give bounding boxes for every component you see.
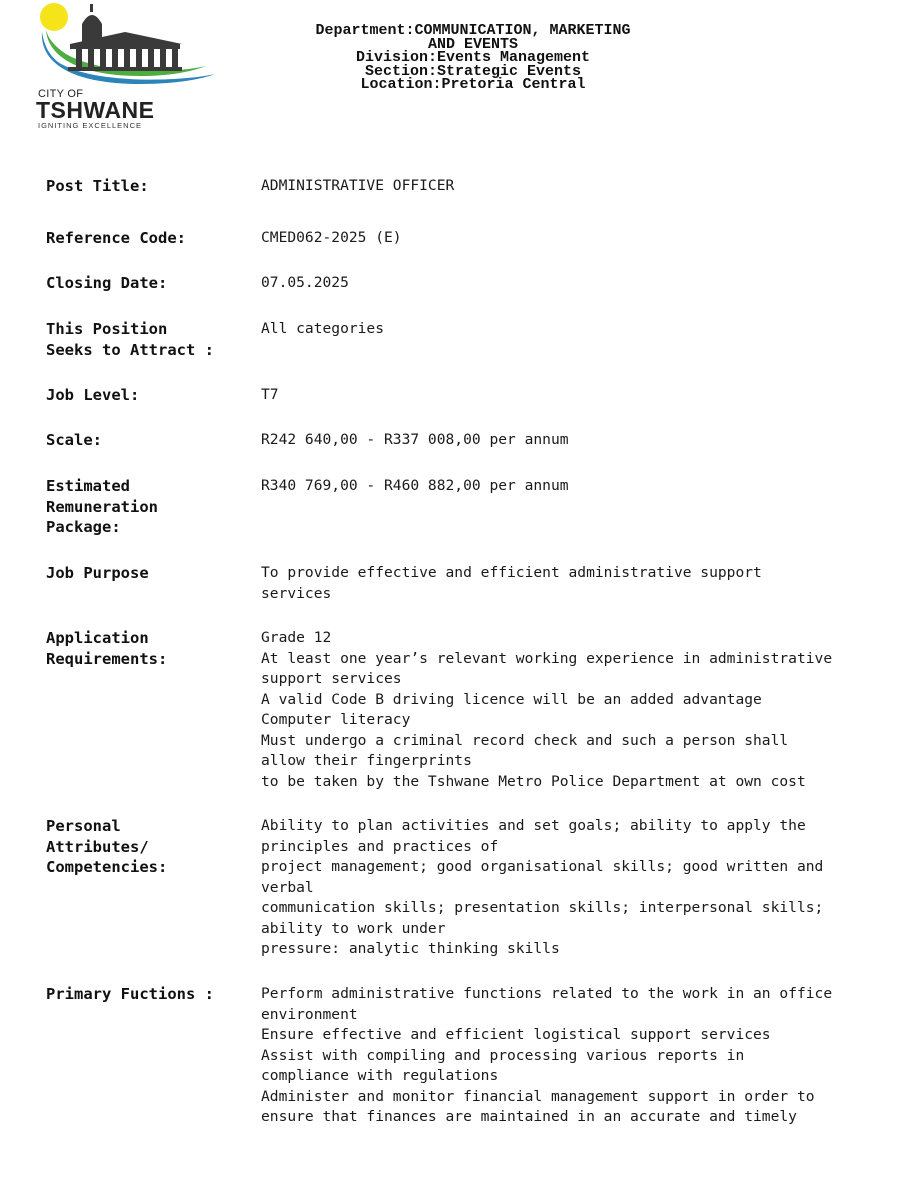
attributes-label-line-2: Attributes/ [46, 837, 149, 856]
department-line-2: AND EVENTS [427, 35, 518, 53]
requirements-line: Grade 12 [261, 629, 332, 646]
attributes-label-line-1: Personal [46, 817, 121, 835]
attributes-line: verbal [261, 878, 314, 896]
requirements-value [261, 628, 881, 792]
attributes-value [261, 816, 881, 960]
requirements-label-line-2: Requirements: [46, 649, 168, 668]
requirements-line: At least one year’s relevant working experience in administrative [261, 649, 833, 667]
functions-line: Administer and monitor financial management support in order to [261, 1087, 815, 1105]
attributes-label [46, 816, 246, 878]
remuneration-label-line-3: Package: [46, 518, 121, 536]
attributes-label-line-3: Competencies: [46, 858, 168, 876]
attributes-line: pressure: analytic thinking skills [261, 940, 560, 957]
reference-code-value: CMED062-2025 (E) [261, 229, 402, 246]
remuneration-label-line-1: Estimated [46, 477, 130, 495]
city-of-tshwane-logo [30, 2, 220, 130]
primary-functions-value [261, 984, 881, 1128]
job-level-label: Job Level: [46, 386, 140, 404]
post-title-value: ADMINISTRATIVE OFFICER [261, 177, 455, 194]
remuneration-label-line-2: Remuneration [46, 497, 158, 516]
job-purpose-label: Job Purpose [46, 564, 149, 582]
scale-value: R242 640,00 - R337 008,00 per annum [261, 431, 569, 448]
logo-tagline: IGNITING EXCELLENCE [38, 121, 143, 130]
requirements-line: Must undergo a criminal record check and such a person shall [261, 731, 789, 749]
logo-tshwane-text: TSHWANE [36, 97, 155, 123]
attributes-line: project management; good organisational skills; good written and [261, 858, 824, 875]
post-title-label: Post Title: [46, 177, 149, 195]
functions-line: Ensure effective and efficient logistical support services [261, 1026, 771, 1043]
functions-line: compliance with regulations [261, 1067, 499, 1084]
attributes-line: principles and practices of [261, 837, 499, 855]
closing-date-label: Closing Date: [46, 274, 168, 292]
closing-date-value: 07.05.2025 [261, 274, 349, 291]
job-purpose-line-2: services [261, 584, 332, 602]
location-line: Location:Pretoria Central [360, 76, 586, 93]
reference-code-label: Reference Code: [46, 229, 186, 247]
job-purpose-line-1: To provide effective and efficient administrative support [261, 564, 762, 581]
remuneration-value: R340 769,00 - R460 882,00 per annum [261, 477, 569, 494]
functions-line: Perform administrative functions related to the work in an office [261, 985, 833, 1002]
attract-label-line-1: This Position [46, 320, 168, 338]
attract-label-line-2: Seeks to Attract : [46, 340, 214, 359]
requirements-line: to be taken by the Tshwane Metro Police Department at own cost [261, 772, 806, 790]
requirements-line: support services [261, 670, 402, 687]
primary-functions-label: Primary Fuctions : [46, 985, 214, 1003]
requirements-label-line-1: Application [46, 629, 149, 647]
functions-line: Assist with compiling and processing various reports in [261, 1046, 745, 1064]
functions-line: environment [261, 1005, 358, 1023]
department-header [258, 24, 688, 92]
logo-city-of-text: CITY OF [38, 88, 84, 100]
attributes-line: communication skills; presentation skills; interpersonal skills; [261, 899, 824, 916]
requirements-line: Computer literacy [261, 711, 411, 728]
functions-line: ensure that finances are maintained in an accurate and timely [261, 1108, 797, 1125]
attributes-line: ability to work under [261, 919, 446, 937]
scale-label: Scale: [46, 431, 102, 449]
section-line: Section:Strategic Events [364, 62, 582, 80]
city-hall-building [68, 4, 182, 71]
requirements-line: allow their fingerprints [261, 752, 472, 769]
requirements-label [46, 628, 246, 669]
requirements-line: A valid Code B driving licence will be an added advantage [261, 690, 762, 708]
department-line-1: Department:COMMUNICATION, MARKETING [315, 22, 631, 39]
job-level-value: T7 [261, 386, 279, 403]
sun-icon [40, 3, 68, 31]
division-line: Division:Events Management [355, 49, 591, 66]
attributes-line: Ability to plan activities and set goals; ability to apply the [261, 817, 806, 834]
city-hall-emblem-icon [30, 2, 220, 92]
attract-label [46, 319, 246, 360]
attract-value: All categories [261, 320, 385, 337]
remuneration-label [46, 476, 246, 538]
job-purpose-value [261, 563, 881, 604]
